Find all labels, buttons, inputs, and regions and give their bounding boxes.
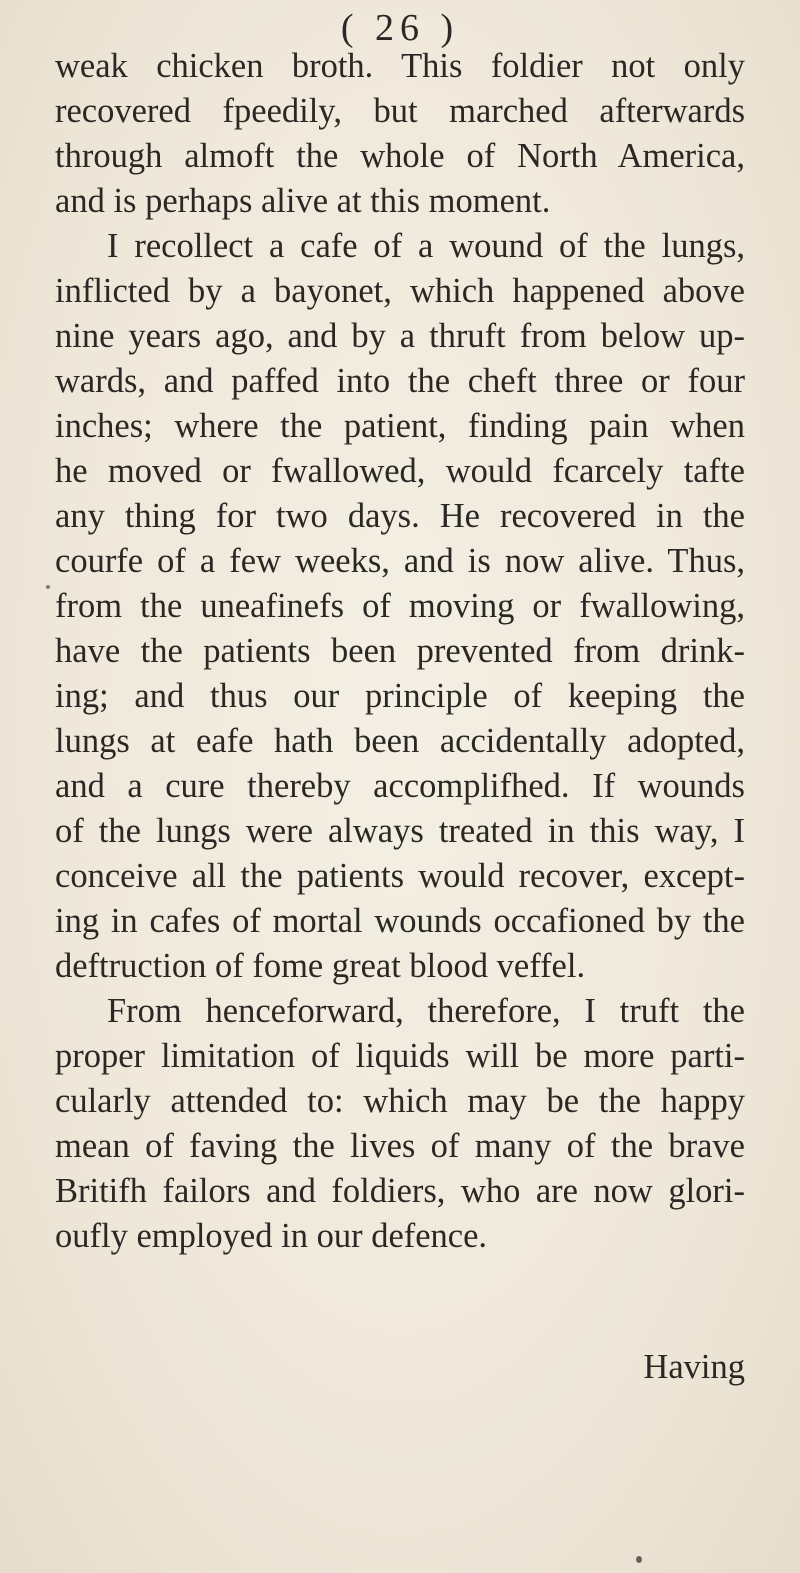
text-line: ing in cafes of mortal wounds occafioned by the [55, 902, 745, 940]
paper-speck [46, 585, 50, 589]
page-number: ( 26 ) [340, 7, 460, 49]
text-line: inches; where the patient, finding pain when [55, 407, 745, 445]
text-line: From henceforward, therefore, I truft the [107, 992, 745, 1030]
text-line: of the lungs were always treated in this way, I [55, 812, 745, 850]
text-line: and a cure thereby accomplifhed. If wounds [55, 767, 745, 805]
text-line: mean of faving the lives of many of the brave [55, 1127, 745, 1165]
text-line: cularly attended to: which may be the happy [55, 1082, 745, 1120]
text-line: courfe of a few weeks, and is now alive. Thus, [55, 542, 745, 580]
text-line: through almoft the whole of North America, [55, 137, 745, 175]
text-line: nine years ago, and by a thruft from below up- [55, 317, 745, 355]
text-line: conceive all the patients would recover, except- [55, 857, 745, 895]
text-line: any thing for two days. He recovered in the [55, 497, 745, 535]
text-line: I recollect a cafe of a wound of the lungs, [107, 227, 745, 265]
text-line: wards, and paffed into the cheft three or four [55, 362, 745, 400]
text-line: weak chicken broth. This foldier not only [55, 47, 745, 85]
text-line: have the patients been prevented from drink- [55, 632, 745, 670]
text-line: lungs at eafe hath been accidentally adopted, [55, 722, 745, 760]
paper-speck [636, 1556, 642, 1563]
text-line: ing; and thus our principle of keeping the [55, 677, 745, 715]
text-line: recovered fpeedily, but marched afterwards [55, 92, 745, 130]
text-line: proper limitation of liquids will be more parti- [55, 1037, 745, 1075]
body-text [55, 44, 745, 1259]
text-line: he moved or fwallowed, would fcarcely tafte [55, 452, 745, 490]
text-line: deftruction of fome great blood veffel. [55, 947, 586, 985]
text-line: from the uneafinefs of moving or fwallowing, [55, 587, 745, 625]
text-line: Britifh failors and foldiers, who are now glori- [55, 1172, 745, 1210]
text-line: inflicted by a bayonet, which happened above [55, 272, 745, 310]
text-line: and is perhaps alive at this moment. [55, 182, 551, 220]
text-line: oufly employed in our defence. [55, 1217, 488, 1255]
catchword: Having [643, 1348, 745, 1386]
